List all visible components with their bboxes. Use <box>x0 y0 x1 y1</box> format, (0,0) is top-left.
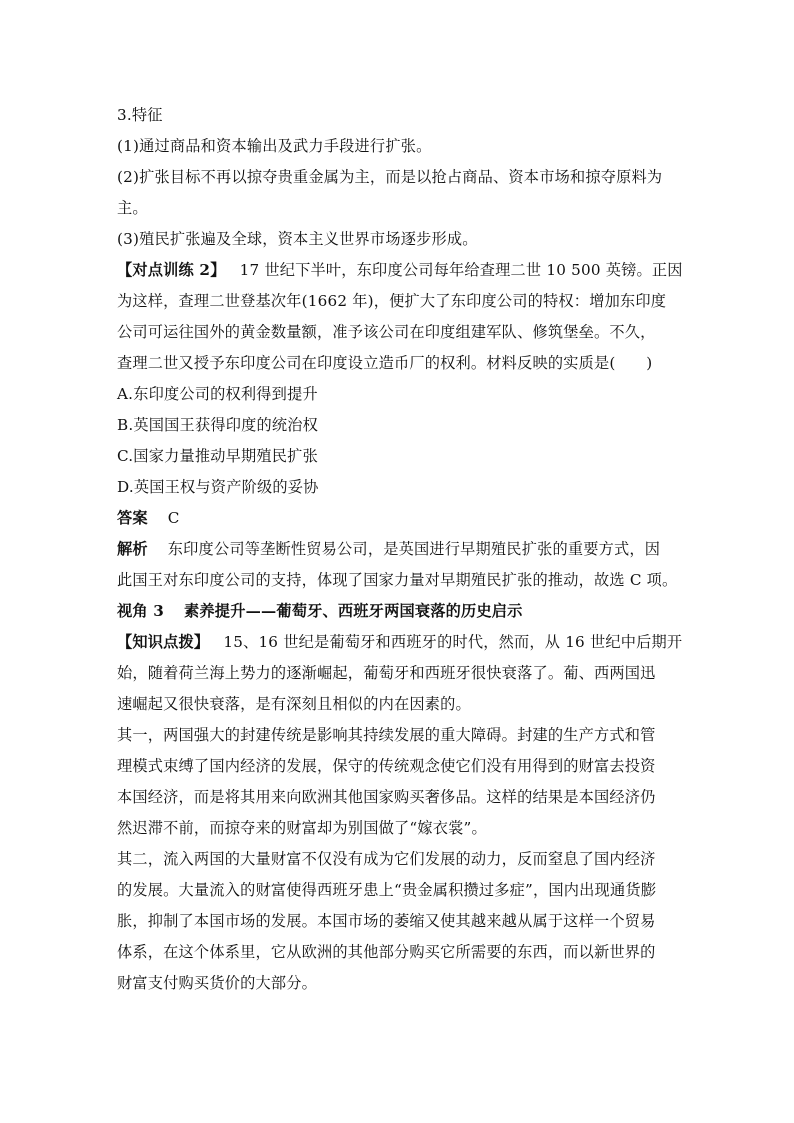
document-page <box>117 100 692 999</box>
analysis-line-2: 此国王对东印度公司的支持，体现了国家力量对早期殖民扩张的推动，故选 C 项。 <box>117 571 678 589</box>
paragraph1-line-2: 理模式束缚了国内经济的发展，保守的传统观念使它们没有用得到的财富去投资 <box>117 757 656 775</box>
feature-line-2: (2)扩张目标不再以掠夺贵重金属为主，而是以抢占商品、资本市场和掠夺原料为 <box>117 168 663 186</box>
exercise-text-1: 17 世纪下半叶，东印度公司每年给查理二世 10 500 英镑。正因 <box>239 261 683 279</box>
exercise-line-1 <box>117 255 692 286</box>
answer-value: C <box>167 509 180 527</box>
analysis-line-1 <box>117 534 692 565</box>
knowledge-line-1 <box>117 627 692 658</box>
option-a: A.东印度公司的权利得到提升 <box>117 385 318 403</box>
option-d: D.英国王权与资产阶级的妥协 <box>117 478 319 496</box>
paragraph2-line-5: 财富支付购买货价的大部分。 <box>117 974 318 992</box>
exercise-line-2: 为这样，查理二世登基次年(1662 年)，便扩大了东印度公司的特权：增加东印度 <box>117 292 667 310</box>
analysis-text-1: 东印度公司等垄断性贸易公司，是英国进行早期殖民扩张的重要方式，因 <box>167 540 661 558</box>
knowledge-line-2: 始，随着荷兰海上势力的逐渐崛起，葡萄牙和西班牙很快衰落了。葡、西两国迅 <box>117 664 656 682</box>
view-label: 视角 3 <box>117 602 165 620</box>
knowledge-text-1: 15、16 世纪是葡萄牙和西班牙的时代，然而，从 16 世纪中后期开 <box>223 633 683 651</box>
paragraph2-line-2: 的发展。大量流入的财富使得西班牙患上“贵金属积攒过多症”，国内出现通货膨 <box>117 881 657 899</box>
section-heading: 3.特征 <box>117 106 163 124</box>
option-c: C.国家力量推动早期殖民扩张 <box>117 447 318 465</box>
knowledge-line-3: 速崛起又很快衰落，是有深刻且相似的内在因素的。 <box>117 695 471 713</box>
exercise-line-3: 公司可运往国外的黄金数量额，准予该公司在印度组建军队、修筑堡垒。不久， <box>117 323 656 341</box>
paragraph1-line-3: 本国经济，而是将其用来向欧洲其他国家购买奢侈品。这样的结果是本国经济仍 <box>117 788 656 806</box>
feature-line-3: 主。 <box>117 199 148 217</box>
exercise-tag: 【对点训练 2】 <box>117 261 226 279</box>
option-b: B.英国国王获得印度的统治权 <box>117 416 319 434</box>
paragraph1-line-1: 其一，两国强大的封建传统是影响其持续发展的重大障碍。封建的生产方式和管 <box>117 726 656 744</box>
answer-label: 答案 <box>117 509 148 527</box>
paragraph2-line-4: 体系，在这个体系里，它从欧洲的其他部分购买它所需要的东西，而以新世界的 <box>117 943 656 961</box>
knowledge-tag: 【知识点拨】 <box>117 633 210 651</box>
view-heading <box>117 596 692 627</box>
paragraph2-line-3: 胀，抑制了本国市场的发展。本国市场的萎缩又使其越来越从属于这样一个贸易 <box>117 912 656 930</box>
exercise-line-4: 查理二世又授予东印度公司在印度设立造币厂的权利。材料反映的实质是( ) <box>117 354 653 372</box>
feature-line-4: (3)殖民扩张遍及全球，资本主义世界市场逐步形成。 <box>117 230 478 248</box>
paragraph2-line-1: 其二，流入两国的大量财富不仅没有成为它们发展的动力，反而窒息了国内经济 <box>117 850 656 868</box>
paragraph1-line-4: 然迟滞不前，而掠夺来的财富却为别国做了“嫁衣裳”。 <box>117 819 487 837</box>
analysis-label: 解析 <box>117 540 148 558</box>
view-title: 素养提升——葡萄牙、西班牙两国衰落的历史启示 <box>184 602 523 620</box>
feature-line-1: (1)通过商品和资本输出及武力手段进行扩张。 <box>117 137 432 155</box>
answer-line <box>117 503 692 534</box>
